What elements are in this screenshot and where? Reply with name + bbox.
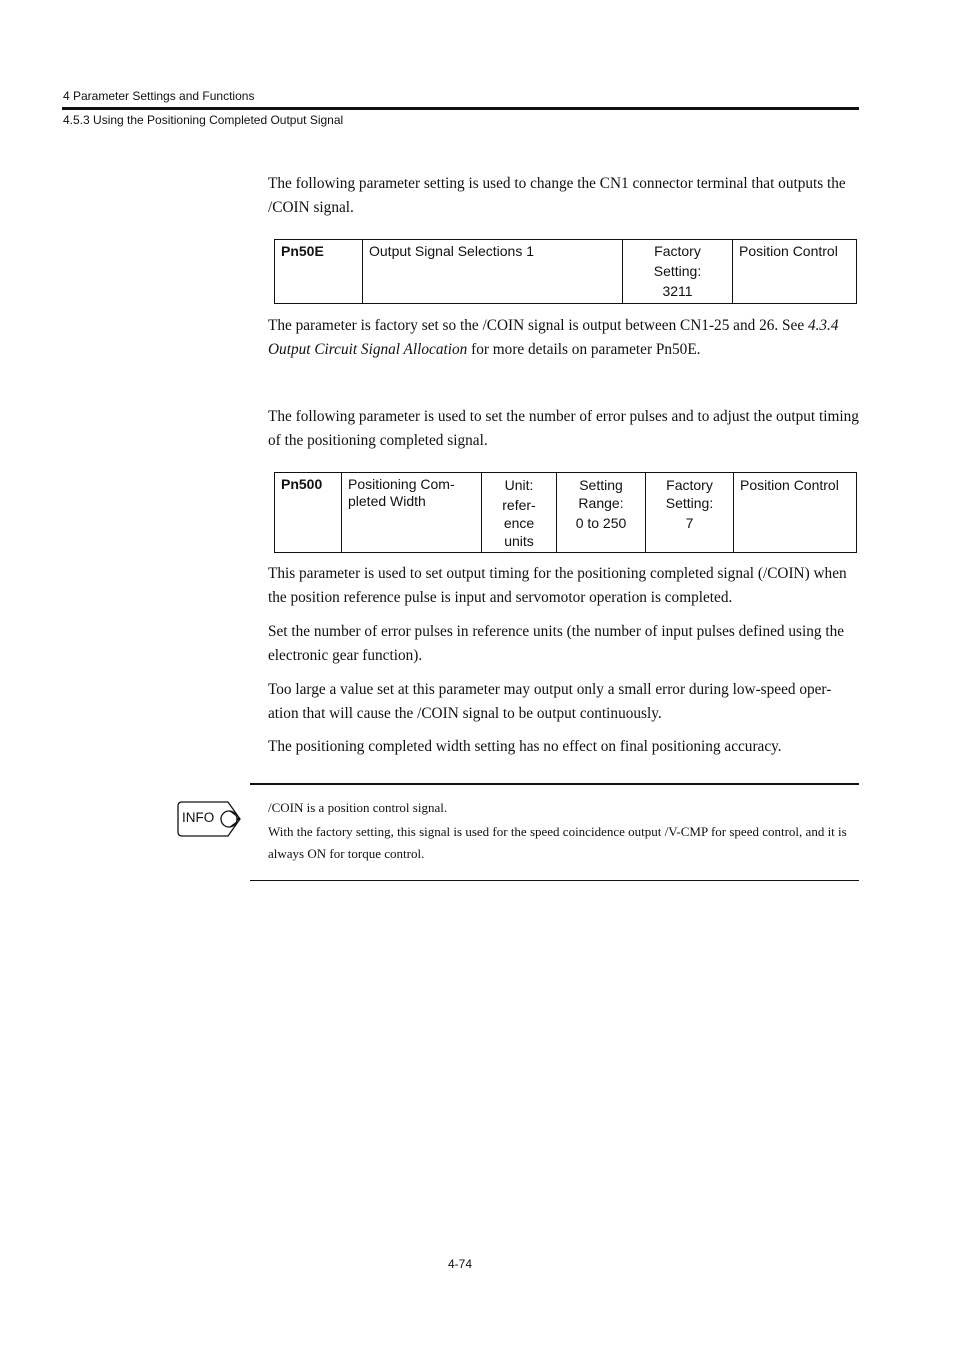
info-line-2: With the factory setting, this signal is used for the speed coincidence output /V-CMP for speed control, and it is always ON for torque control. <box>268 824 847 861</box>
range-label-2: Range: <box>578 495 624 511</box>
unit-cell <box>482 473 557 553</box>
body-paragraph: This parameter is used to set output timing for the positioning completed signal (/COIN) when the position reference pulse is input and servomotor operation is completed. <box>268 565 847 606</box>
intro-paragraph-2: The following parameter is used to set the number of error pulses and to adjust the output timing of the positioning completed signal. <box>268 408 859 449</box>
note-text: The parameter is factory set so the /COIN signal is output between CN1-25 and 26. See <box>268 317 808 334</box>
unit-line-3: ence <box>503 515 535 531</box>
header-divider <box>62 107 859 110</box>
note-text-after: for more details on parameter Pn50E. <box>467 341 701 358</box>
unit-label: Unit: <box>504 477 534 493</box>
body-paragraph: Set the number of error pulses in reference units (the number of input pulses defined using the electronic gear function). <box>268 623 845 664</box>
body-paragraph: Too large a value set at this parameter may output only a small error during low-speed oper-ation that will cause the /COIN signal to be output continuously. <box>268 681 832 722</box>
control-mode: Position Control <box>734 473 857 553</box>
unit-line-4: units <box>504 533 534 549</box>
page-number: 4-74 <box>448 1257 473 1271</box>
factory-setting-cell <box>623 240 733 304</box>
info-icon <box>176 800 242 838</box>
body-paragraph: The positioning completed width setting has no effect on final positioning accuracy. <box>268 738 782 755</box>
factory-value: 3211 <box>662 283 693 299</box>
param-number: Pn500 <box>275 473 342 553</box>
parameter-table-pn500 <box>274 472 857 553</box>
param-name-line-1: Positioning Com- <box>348 476 455 492</box>
param-name: Output Signal Selections 1 <box>363 240 623 304</box>
setting-range-cell <box>557 473 646 553</box>
intro-paragraph-1: The following parameter setting is used to change the CN1 connector terminal that outputs the /COIN signal. <box>268 175 846 216</box>
factory-label: Factory <box>666 477 713 493</box>
note-paragraph-1 <box>268 314 860 362</box>
factory-label-2: Setting: <box>653 263 702 279</box>
param-name-line-2: pleted Width <box>348 493 426 509</box>
param-number: Pn50E <box>275 240 363 304</box>
factory-label: Factory <box>654 243 701 259</box>
unit-line-2: refer- <box>502 497 536 513</box>
info-top-rule <box>250 783 859 785</box>
range-label: Setting <box>579 477 623 493</box>
section-header: 4.5.3 Using the Positioning Completed Output Signal <box>63 113 344 127</box>
range-value: 0 to 250 <box>575 515 627 531</box>
info-line-1: /COIN is a position control signal. <box>268 800 448 815</box>
param-name-cell <box>342 473 482 553</box>
info-icon-label: INFO <box>182 810 215 825</box>
factory-label-2: Setting: <box>665 495 714 511</box>
parameter-table-pn50e <box>274 239 857 304</box>
factory-setting-cell <box>646 473 734 553</box>
section-reference: 4.3.4 Output Circuit Signal Allocation <box>268 317 839 358</box>
chapter-header: 4 Parameter Settings and Functions <box>63 89 255 103</box>
control-mode: Position Control <box>733 240 857 304</box>
factory-value: 7 <box>685 515 694 531</box>
info-bottom-rule <box>250 880 859 881</box>
